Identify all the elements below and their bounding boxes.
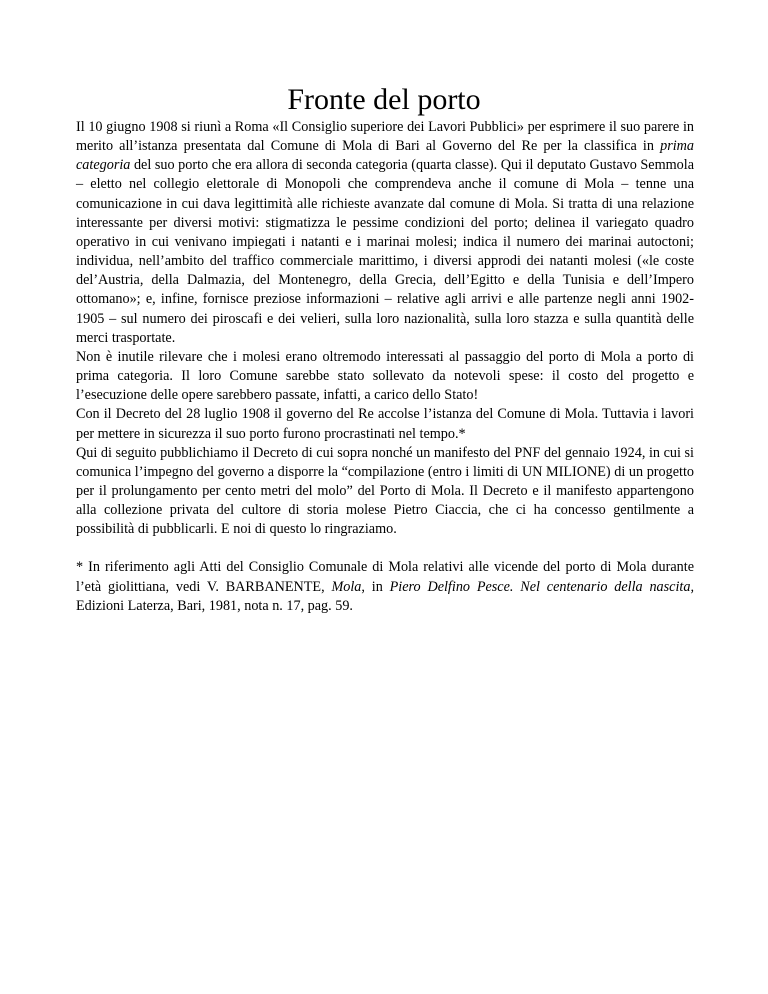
footnote-author-initial: B [225, 578, 236, 595]
footnote-author [226, 579, 321, 595]
footnote [76, 558, 694, 615]
footnote-book: Piero Delfino Pesce. Nel centenario della nascita, [389, 578, 694, 595]
page-title: Fronte del porto [287, 83, 481, 116]
paragraph-1-emphasis: prima categoria [76, 138, 694, 174]
paragraph-3: Con il Decreto del 28 luglio 1908 il governo del Re accolse l’istanza del Comune di Mola. Tuttavia i lavori per mettere in sicurezza il suo porto furono procrastinati nel tempo.* [76, 406, 694, 442]
paragraph-4: Qui di seguito pubblichiamo il Decreto di cui sopra nonché un manifesto del PNF del gennaio 1924, in cui si comunica l’impegno del governo a disporre la “compilazione (entro i limiti di UN MILIONE) di un progetto per il prolungamento per cento metri del molo” del Porto di Mola. Il Decreto e il manifesto appartengono alla collezione privata del cultore di storia molese Pietro Ciaccia, che ci ha concesso gentilmente a possibilità di pubblicarli. E noi di questo lo ringraziamo. [76, 444, 694, 538]
footnote-lead: * In riferimento agli Atti del Consiglio Comunale di Mola relativi alle vicende del porto di Mola durante l’età giolittiana, vedi V. [76, 559, 694, 595]
footnote-work: Mola [331, 578, 362, 595]
footnote-sep-2: , in [361, 578, 390, 595]
footnote-author-rest: ARBANENTE [235, 578, 322, 595]
paragraph-2: Non è inutile rilevare che i molesi erano oltremodo interessati al passaggio del porto di Mola a porto di prima categoria. Il loro Comune sarebbe stato sollevato da notevoli spese: il costo del progetto e l’esecuzione delle opere sarebbero passate, infatti, a carico dello Stato! [76, 348, 694, 404]
paragraph-1-text-a: Il 10 giugno 1908 si riunì a Roma «Il Consiglio superiore dei Lavori Pubblici» per esprimere il suo parere in merito all’istanza presentata dal Comune di Mola di Bari al Governo del Re per la classifica in [76, 119, 694, 155]
paragraph-1-text-b: del suo porto che era allora di seconda categoria (quarta classe). Qui il deputato Gustavo Semmola – eletto nel collegio elettorale di Monopoli che comprendeva anche il comune di Mola – tenne una comunicazione in cui dava legittimità alle richieste avanzate dal comune di Mola. Si tratta di una relazione interessante per diversi motivi: stigmatizza le pessime condizioni del porto; delinea il variegato quadro operativo in cui venivano impiegati i natanti e i marinai molesi; indica il numero dei marinai autoctoni; individua, nell’ambito del traffico commerciale marittimo, i diversi approdi dei natanti molesi («le coste del’Austria, della Dalmazia, del Montenegro, della Grecia, dell’Egitto e della Tunisia e dell’Impero ottomano»; e, infine, fornisce preziose informazioni – relative agli arrivi e alle partenze negli anni 1902-1905 – sul numero dei piroscafi e dei velieri, sulla loro nazionalità, sulla loro stazza e sulla quantità delle merci trasportate. [76, 157, 694, 346]
paragraph-1 [76, 118, 694, 348]
footnote-sep-1: , [321, 578, 332, 595]
article-body [76, 118, 694, 616]
footnote-tail: Edizioni Laterza, Bari, 1981, nota n. 17, pag. 59. [76, 597, 353, 614]
